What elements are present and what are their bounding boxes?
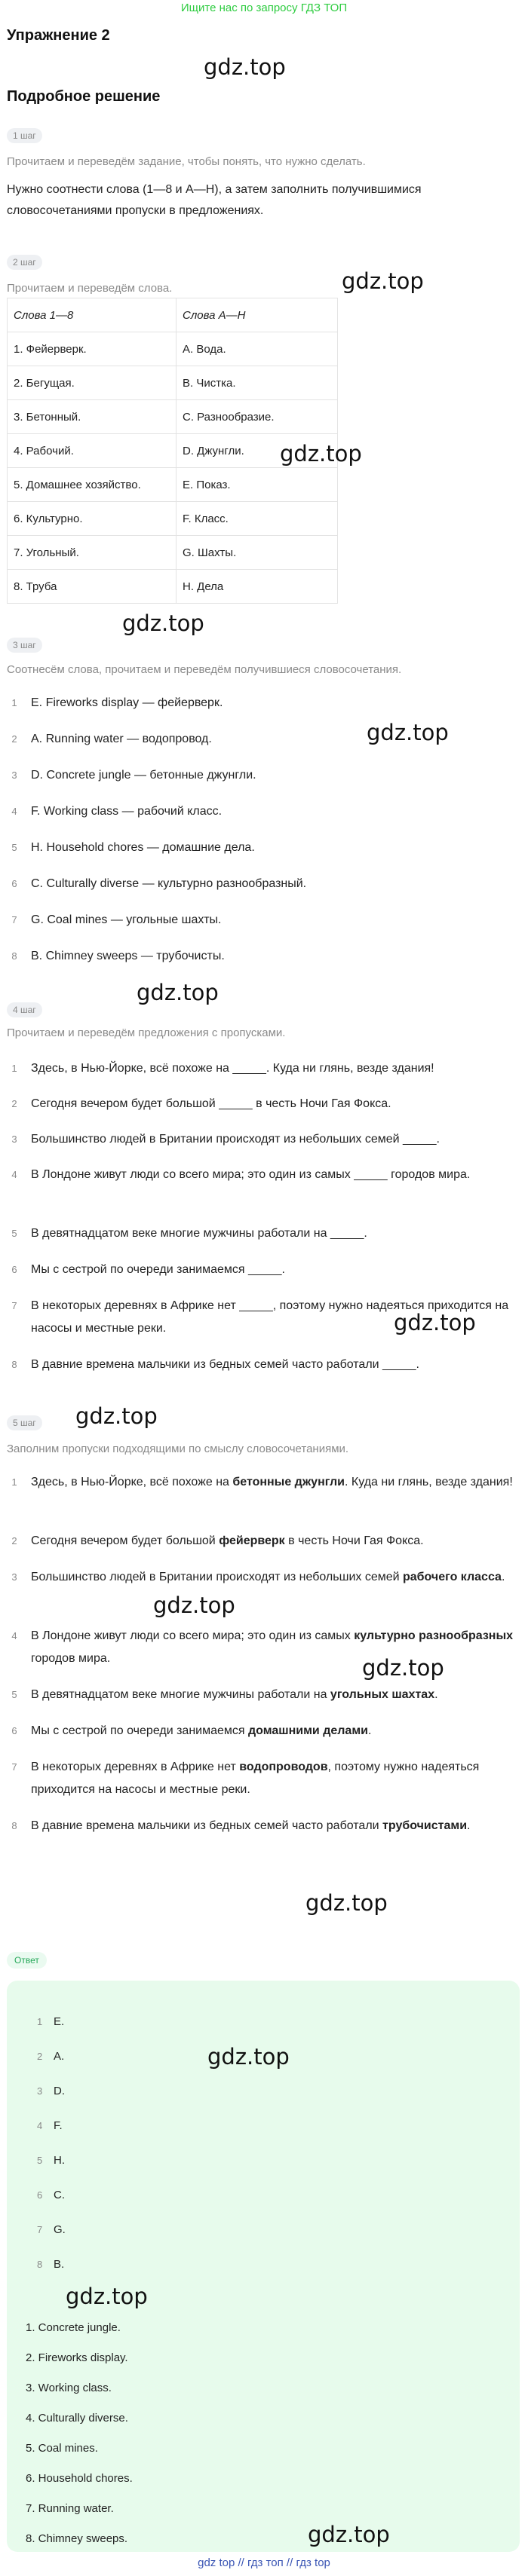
answer-sentence: 8. Chimney sweeps.: [26, 2532, 128, 2545]
list-item: 3 D. Concrete jungle — бетонные джунгли.: [11, 769, 256, 782]
step-2-badge: 2 шаг: [7, 255, 42, 270]
step-1-badge: 1 шаг: [7, 128, 42, 143]
table-header-cell: Слова A—H: [177, 298, 338, 332]
step-4-hint: Прочитаем и переведём предложения с пропусками.: [7, 1026, 286, 1039]
table-cell: 5. Домашнее хозяйство.: [8, 468, 177, 502]
table-cell: H. Дела: [177, 570, 338, 604]
watermark: gdz.top: [362, 1655, 444, 1681]
watermark: gdz.top: [66, 2284, 148, 2309]
list-item: 1 E. Fireworks display — фейерверк.: [11, 696, 223, 709]
footer-link[interactable]: гдз top: [296, 2556, 330, 2569]
table-cell: B. Чистка.: [177, 366, 338, 400]
list-item: 7 G. Coal mines — угольные шахты.: [11, 913, 222, 926]
list-item: 5 В девятнадцатом веке многие мужчины работали на угольных шахтах.: [11, 1688, 438, 1701]
watermark: gdz.top: [122, 610, 204, 636]
table-row: [8, 502, 338, 536]
list-item: 1 Здесь, в Нью-Йорке, всё похоже на бетонные джунгли. Куда ни глянь, везде здания!: [11, 1476, 513, 1488]
list-item: 4 В Лондоне живут люди со всего мира; это один из самых культурно разнообразных городов мира.: [11, 1629, 514, 1665]
table-row: [8, 536, 338, 570]
table-row: [8, 468, 338, 502]
table-cell: D. Джунгли.: [177, 434, 338, 468]
watermark: gdz.top: [75, 1403, 158, 1429]
step-3-hint: Соотнесём слова, прочитаем и переведём получившиеся словосочетания.: [7, 663, 402, 676]
list-item: 4 F. Working class — рабочий класс.: [11, 805, 223, 818]
table-row: [8, 332, 338, 366]
answer-box: [7, 1981, 520, 2552]
list-item: 6 C. Culturally diverse — культурно разнообразный.: [11, 877, 307, 890]
answer-sentence: 4. Culturally diverse.: [26, 2412, 128, 2425]
answer-letter: 5 H.: [37, 2154, 65, 2167]
watermark: gdz.top: [394, 1310, 476, 1335]
watermark: gdz.top: [137, 980, 219, 1005]
table-cell: 2. Бегущая.: [8, 366, 177, 400]
table-cell: 3. Бетонный.: [8, 400, 177, 434]
table-cell: 4. Рабочий.: [8, 434, 177, 468]
watermark: gdz.top: [207, 2044, 290, 2070]
footer-links: [0, 2556, 528, 2569]
answer-letter: 8 B.: [37, 2258, 65, 2271]
table-cell: 8. Труба: [8, 570, 177, 604]
footer-separator: //: [283, 2556, 296, 2569]
table-row: [8, 570, 338, 604]
answer-badge: Ответ: [7, 1952, 47, 1969]
answer-letter: 1 E.: [37, 2015, 65, 2028]
answer-sentence: 7. Running water.: [26, 2502, 114, 2515]
step-3-badge: 3 шаг: [7, 638, 42, 653]
table-cell: A. Вода.: [177, 332, 338, 366]
list-item: 3 Большинство людей в Британии происходят из небольших семей _____.: [11, 1133, 440, 1146]
step-4-badge: 4 шаг: [7, 1002, 42, 1017]
watermark: gdz.top: [305, 1890, 388, 1916]
table-cell: 7. Угольный.: [8, 536, 177, 570]
list-item: 2 Сегодня вечером будет большой фейерверк в честь Ночи Гая Фокса.: [11, 1534, 424, 1547]
list-item: 7 В некоторых деревнях в Африке нет водопроводов, поэтому нужно надеяться приходится на насосы и местные реки.: [11, 1761, 480, 1796]
list-item: 7 В некоторых деревнях в Африке нет _____, поэтому нужно надеяться приходится на насосы и местные реки.: [11, 1299, 509, 1335]
list-item: 6 Мы с сестрой по очереди занимаемся _____.: [11, 1263, 285, 1276]
footer-link[interactable]: gdz top: [198, 2556, 235, 2569]
list-item: 8 B. Chimney sweeps — трубочисты.: [11, 950, 225, 962]
list-item: 2 Сегодня вечером будет большой _____ в честь Ночи Гая Фокса.: [11, 1097, 391, 1110]
step-2-hint: Прочитаем и переведём слова.: [7, 282, 173, 295]
answer-letter: 2 A.: [37, 2050, 65, 2063]
watermark: gdz.top: [342, 268, 424, 294]
answer-sentence: 5. Coal mines.: [26, 2442, 98, 2455]
answer-letter: 4 F.: [37, 2119, 63, 2132]
answer-letter: 3 D.: [37, 2085, 65, 2097]
watermark: gdz.top: [308, 2522, 390, 2547]
footer-separator: //: [235, 2556, 247, 2569]
list-item: 5 H. Household chores — домашние дела.: [11, 841, 255, 854]
table-cell: 1. Фейерверк.: [8, 332, 177, 366]
answer-sentence: 3. Working class.: [26, 2382, 112, 2394]
watermark: gdz.top: [153, 1592, 235, 1618]
list-item: 8 В давние времена мальчики из бедных семей часто работали трубочистами.: [11, 1819, 471, 1832]
step-5-hint: Заполним пропуски подходящими по смыслу словосочетаниями.: [7, 1442, 349, 1455]
answer-sentence: 1. Concrete jungle.: [26, 2321, 121, 2334]
watermark: gdz.top: [367, 720, 449, 745]
answer-sentence: 2. Fireworks display.: [26, 2351, 128, 2364]
table-cell: G. Шахты.: [177, 536, 338, 570]
table-row: [8, 366, 338, 400]
exercise-title: Упражнение 2: [7, 27, 110, 44]
step-1-hint: Прочитаем и переведём задание, чтобы понять, что нужно сделать.: [7, 155, 366, 168]
step-1-text: Нужно соотнести слова (1—8 и A—H), а затем заполнить получившимися словосочетаниями пропуски в предложениях.: [7, 183, 422, 217]
list-item: 8 В давние времена мальчики из бедных семей часто работали _____.: [11, 1358, 419, 1371]
table-cell: E. Показ.: [177, 468, 338, 502]
table-header-row: [8, 298, 338, 332]
list-item: 3 Большинство людей в Британии происходят из небольших семей рабочего класса.: [11, 1571, 505, 1583]
step-5-badge: 5 шаг: [7, 1415, 42, 1430]
list-item: 6 Мы с сестрой по очереди занимаемся домашними делами.: [11, 1724, 372, 1737]
watermark: gdz.top: [204, 54, 286, 80]
search-banner: Ищите нас по запросу ГДЗ ТОП: [180, 2, 348, 14]
list-item: 2 A. Running water — водопровод.: [11, 733, 212, 745]
list-item: 1 Здесь, в Нью-Йорке, всё похоже на _____. Куда ни глянь, везде здания!: [11, 1062, 434, 1075]
table-row: [8, 400, 338, 434]
footer-link[interactable]: гдз топ: [247, 2556, 284, 2569]
solution-title: Подробное решение: [7, 88, 161, 105]
table-cell: F. Класс.: [177, 502, 338, 536]
list-item: 5 В девятнадцатом веке многие мужчины работали на _____.: [11, 1227, 367, 1240]
list-item: 4 В Лондоне живут люди со всего мира; это один из самых _____ городов мира.: [11, 1168, 471, 1181]
answer-sentence: 6. Household chores.: [26, 2472, 133, 2485]
answer-letter: 6 C.: [37, 2189, 65, 2201]
watermark: gdz.top: [280, 441, 362, 467]
table-cell: 6. Культурно.: [8, 502, 177, 536]
table-cell: C. Разнообразие.: [177, 400, 338, 434]
table-header-cell: Слова 1—8: [8, 298, 177, 332]
answer-letter: 7 G.: [37, 2223, 66, 2236]
